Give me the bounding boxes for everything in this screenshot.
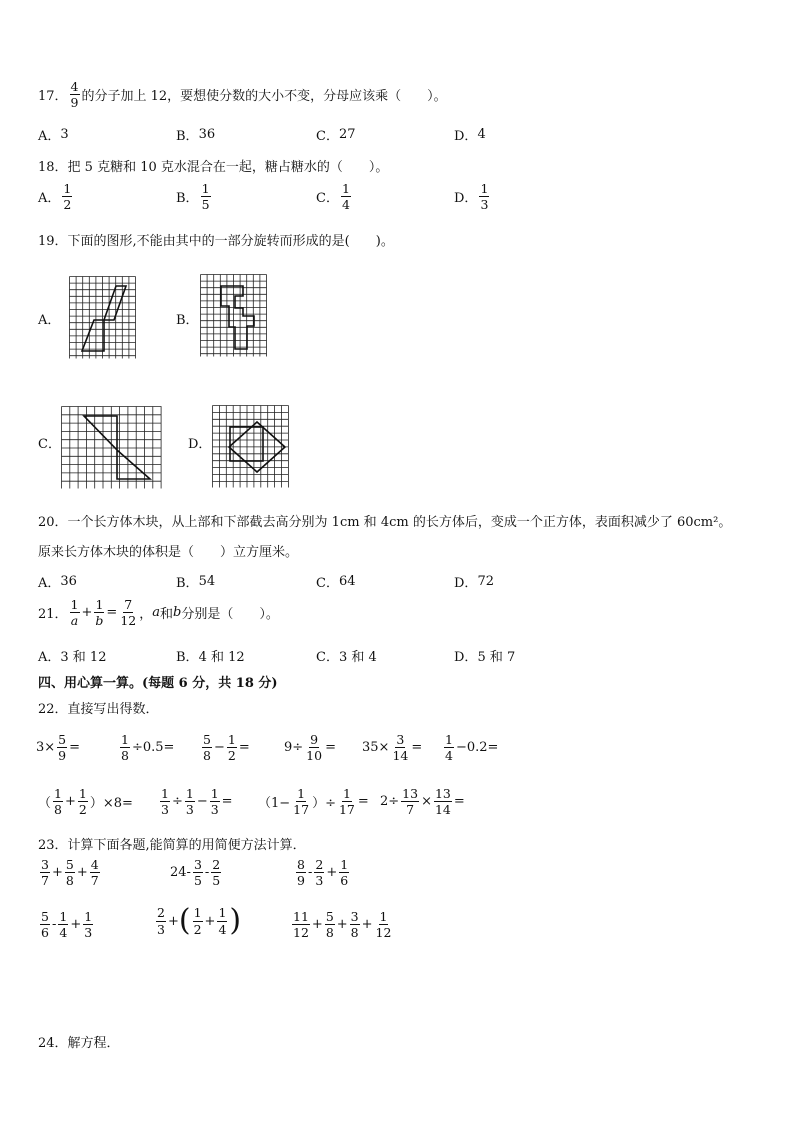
q21-option-c[interactable]: C． 3 和 4 xyxy=(316,650,377,665)
q17-option-a[interactable]: A． 3 xyxy=(38,127,69,144)
q18-option-a[interactable]: A． $\frac{1}{2}$ xyxy=(38,181,72,213)
section-heading: 四、用心算一算。(每题 6 分，共 18 分) xyxy=(38,676,278,691)
q21-stem: 21． $\frac{1}{a}$ + $\frac{1}{b}$ = $\frac{7}{12}$ ， a 和 b 分别是（ ）。 xyxy=(38,597,279,629)
q23-expr-6: $\frac{11}{12}$ + $\frac{5}{8}$ + $\frac{3}{8}$ + $\frac{1}{12}$ xyxy=(293,909,392,941)
q20-option-d[interactable]: D． 72 xyxy=(454,574,494,591)
figure-a-shape xyxy=(82,286,126,351)
q21-option-b[interactable]: B． 4 和 12 xyxy=(176,650,245,665)
q19-option-a-label[interactable]: A． xyxy=(38,313,61,328)
q18-stem: 18．把 5 克糖和 10 克水混合在一起，糖占糖水的（ ）。 xyxy=(38,160,389,175)
q22-expr-3: $\frac{5}{8}$ − $\frac{1}{2}$ = xyxy=(203,732,250,764)
q18-option-c[interactable]: C． $\frac{1}{4}$ xyxy=(316,181,350,213)
q22-expr-8: $\frac{1}{3}$ ÷ $\frac{1}{3}$ − $\frac{1}{3}$ = xyxy=(161,786,233,818)
q24-stem: 24．解方程． xyxy=(38,1036,120,1051)
fraction: $\frac{4}{9}$ xyxy=(70,79,79,111)
q20-option-b[interactable]: B． 54 xyxy=(176,574,216,591)
q19-option-b-label[interactable]: B． xyxy=(176,313,199,328)
q17-stem xyxy=(38,80,447,109)
q22-expr-5: 35× $\frac{3}{14}$ = xyxy=(362,732,423,764)
q19-option-c-label[interactable]: C． xyxy=(38,437,61,452)
q20-option-a[interactable]: A． 36 xyxy=(38,574,77,591)
q19-option-d-label[interactable]: D． xyxy=(188,437,212,452)
q20-option-c[interactable]: C． 64 xyxy=(316,574,356,591)
q22-expr-1: 3× $\frac{5}{9}$ = xyxy=(36,732,81,764)
q18-option-d[interactable]: D． $\frac{1}{3}$ xyxy=(454,181,489,213)
q19-figure-c xyxy=(61,406,163,490)
q22-expr-9: （1− $\frac{1}{17}$ ）÷ $\frac{1}{17}$ = xyxy=(258,786,369,818)
q23-expr-5: $\frac{2}{3}$ + ( $\frac{1}{2}$ + $\frac{1}{4}$ ) xyxy=(157,903,242,938)
q17-option-c[interactable]: C． 27 xyxy=(316,127,356,144)
q19-figure-d xyxy=(212,405,290,489)
q22-expr-4: 9÷ $\frac{9}{10}$ = xyxy=(284,732,336,764)
q23-expr-1: $\frac{3}{7}$ + $\frac{5}{8}$ + $\frac{4}{7}$ xyxy=(41,857,99,889)
q17-option-d[interactable]: D． 4 xyxy=(454,127,486,144)
q19-stem: 19．下面的图形,不能由其中的一部分旋转而形成的是( )。 xyxy=(38,234,394,249)
q19-figure-b xyxy=(200,274,268,358)
q19-figure-a xyxy=(69,276,137,360)
q21-option-a[interactable]: A． 3 和 12 xyxy=(38,650,107,665)
q18-option-b[interactable]: B． $\frac{1}{5}$ xyxy=(176,181,210,213)
q22-expr-6: $\frac{1}{4}$ −0.2= xyxy=(445,732,499,764)
question-number: 17． xyxy=(38,89,68,105)
q22-expr-7: （ $\frac{1}{8}$ + $\frac{1}{2}$ ）×8= xyxy=(38,786,133,818)
figure-b-shape xyxy=(221,286,254,349)
q17-option-b[interactable]: B． 36 xyxy=(176,127,216,144)
q23-expr-2: 24- $\frac{3}{5}$ - $\frac{2}{5}$ xyxy=(170,857,221,889)
figure-c-shape xyxy=(84,416,150,479)
q23-expr-4: $\frac{5}{6}$ - $\frac{1}{4}$ + $\frac{1}{3}$ xyxy=(41,909,93,941)
q22-stem: 22．直接写出得数． xyxy=(38,702,159,717)
q22-expr-10: 2÷ $\frac{13}{7}$ × $\frac{13}{14}$ = xyxy=(380,786,465,818)
q23-stem: 23．计算下面各题,能简算的用简便方法计算． xyxy=(38,838,306,853)
q21-option-d[interactable]: D． 5 和 7 xyxy=(454,650,516,665)
q22-expr-2: $\frac{1}{8}$ ÷0.5= xyxy=(121,732,175,764)
question-text: 的分子加上 12，要想使分数的大小不变，分母应该乘（ ）。 xyxy=(81,89,447,105)
q23-expr-3: $\frac{8}{9}$ - $\frac{2}{3}$ + $\frac{1}{6}$ xyxy=(297,857,349,889)
q20-stem-line1: 20．一个长方体木块，从上部和下部截去高分别为 1cm 和 4cm 的长方体后，变成一个正方体，表面积减少了 60cm²。 xyxy=(38,515,732,530)
q20-stem-line2: 原来长方体木块的体积是（ ）立方厘米。 xyxy=(38,545,299,560)
